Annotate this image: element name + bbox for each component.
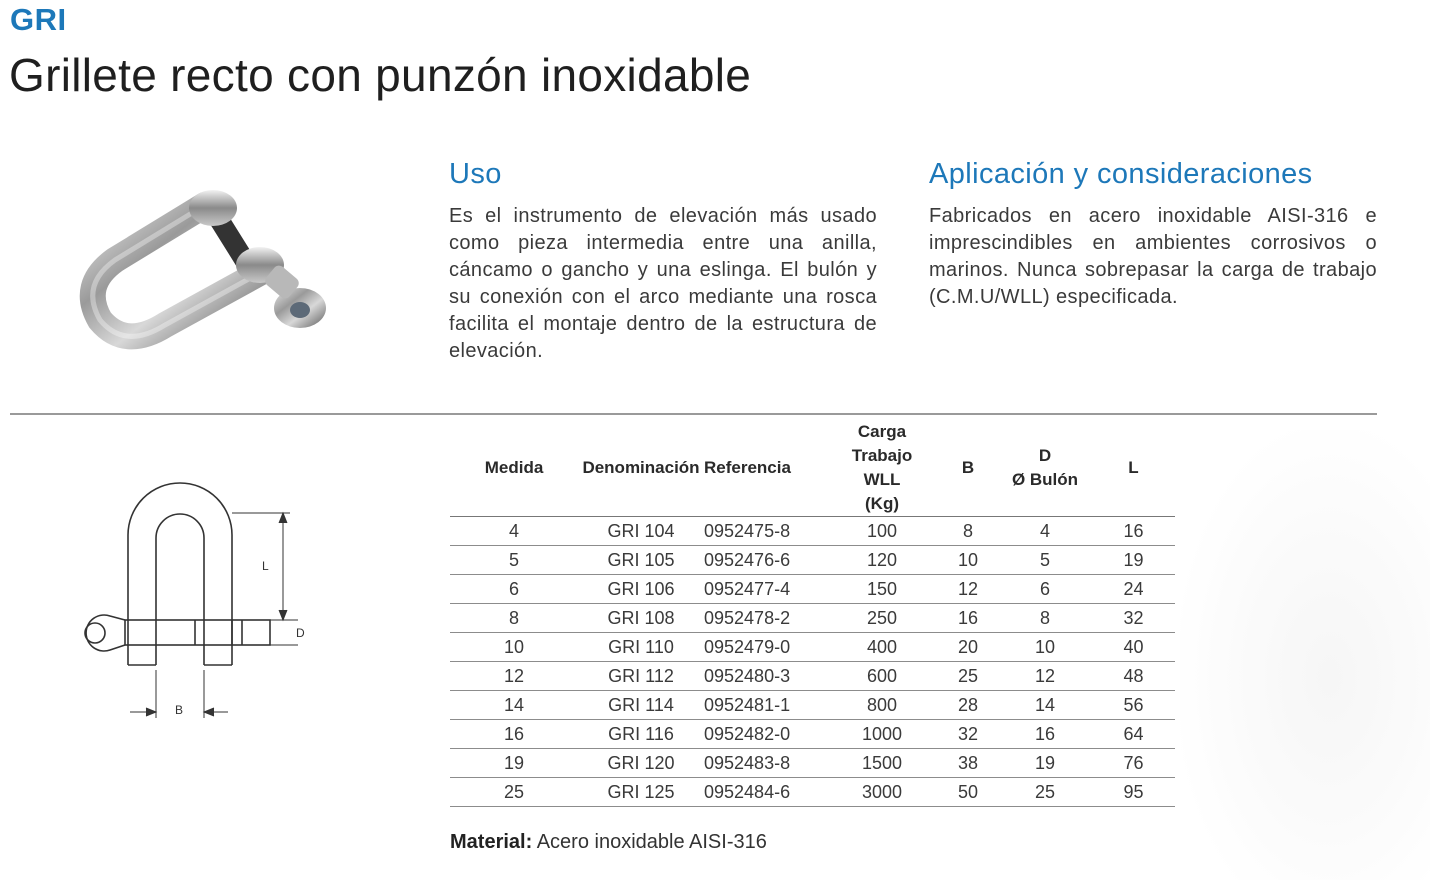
table-row [450, 662, 1175, 691]
table-row [450, 720, 1175, 749]
cell-l: 56 [1092, 691, 1175, 720]
specs-table-container [450, 420, 1175, 807]
cell-carga: 100 [826, 517, 938, 546]
header-d-line: D [1038, 446, 1052, 465]
cell-carga: 1500 [826, 749, 938, 778]
cell-l: 32 [1092, 604, 1175, 633]
header-carga [826, 420, 938, 517]
cell-d: 6 [998, 575, 1092, 604]
header-medida: Medida [450, 420, 578, 517]
cell-medida: 19 [450, 749, 578, 778]
table-row [450, 604, 1175, 633]
cell-denominacion: GRI 112 [578, 662, 704, 691]
cell-medida: 4 [450, 517, 578, 546]
cell-referencia: 0952479-0 [704, 633, 826, 662]
cell-l: 64 [1092, 720, 1175, 749]
cell-carga: 150 [826, 575, 938, 604]
dimension-l-label: L [262, 559, 269, 573]
cell-l: 40 [1092, 633, 1175, 662]
cell-referencia: 0952482-0 [704, 720, 826, 749]
header-l: L [1092, 420, 1175, 517]
cell-denominacion: GRI 110 [578, 633, 704, 662]
cell-d: 16 [998, 720, 1092, 749]
cell-referencia: 0952478-2 [704, 604, 826, 633]
shackle-photo [55, 150, 355, 390]
cell-referencia: 0952484-6 [704, 778, 826, 807]
cell-b: 32 [938, 720, 998, 749]
cell-b: 20 [938, 633, 998, 662]
header-carga-line: Carga [857, 422, 907, 441]
table-row [450, 749, 1175, 778]
cell-d: 14 [998, 691, 1092, 720]
shackle-technical-drawing [70, 480, 340, 725]
cell-l: 16 [1092, 517, 1175, 546]
uso-text: Es el instrumento de elevación más usado como pieza intermedia entre una anilla, cáncamo o gancho y una eslinga. El bulón y su conexión con el arco mediante una rosca facilita el montaje dentro de la estructura de elevación. [449, 205, 877, 362]
cell-referencia: 0952480-3 [704, 662, 826, 691]
page-title: Grillete recto con punzón inoxidable [9, 49, 752, 101]
cell-denominacion: GRI 114 [578, 691, 704, 720]
cell-referencia: 0952483-8 [704, 749, 826, 778]
cell-referencia: 0952481-1 [704, 691, 826, 720]
cell-carga: 600 [826, 662, 938, 691]
cell-b: 38 [938, 749, 998, 778]
table-header-row [450, 420, 1175, 517]
cell-l: 24 [1092, 575, 1175, 604]
cell-d: 12 [998, 662, 1092, 691]
cell-carga: 120 [826, 546, 938, 575]
section-divider [10, 413, 1377, 415]
cell-carga: 3000 [826, 778, 938, 807]
header-carga-line: (Kg) [865, 494, 899, 513]
cell-medida: 14 [450, 691, 578, 720]
cell-carga: 800 [826, 691, 938, 720]
dimension-d-label: D [296, 626, 305, 640]
header-d [998, 420, 1092, 517]
cell-b: 8 [938, 517, 998, 546]
material-value: Acero inoxidable AISI-316 [536, 831, 767, 853]
cell-referencia: 0952477-4 [704, 575, 826, 604]
cell-denominacion: GRI 105 [578, 546, 704, 575]
table-row [450, 546, 1175, 575]
cell-b: 25 [938, 662, 998, 691]
product-code: GRI [10, 2, 67, 37]
cell-medida: 5 [450, 546, 578, 575]
background-fade [1180, 430, 1430, 880]
table-row [450, 575, 1175, 604]
cell-denominacion: GRI 125 [578, 778, 704, 807]
cell-d: 8 [998, 604, 1092, 633]
header-denominacion: Denominación [578, 420, 704, 517]
cell-carga: 400 [826, 633, 938, 662]
cell-l: 48 [1092, 662, 1175, 691]
cell-medida: 10 [450, 633, 578, 662]
cell-denominacion: GRI 116 [578, 720, 704, 749]
cell-b: 12 [938, 575, 998, 604]
cell-l: 76 [1092, 749, 1175, 778]
uso-heading: Uso [449, 158, 502, 190]
cell-d: 10 [998, 633, 1092, 662]
cell-b: 50 [938, 778, 998, 807]
aplicacion-heading: Aplicación y consideraciones [929, 158, 1313, 190]
cell-denominacion: GRI 106 [578, 575, 704, 604]
header-carga-line: WLL [863, 470, 901, 489]
cell-medida: 8 [450, 604, 578, 633]
cell-referencia: 0952476-6 [704, 546, 826, 575]
cell-denominacion: GRI 120 [578, 749, 704, 778]
aplicacion-text: Fabricados en acero inoxidable AISI-316 e imprescindibles en ambientes corrosivos o marinos. Nunca sobrepasar la carga de trabajo (C.M.U/WLL) especificada. [929, 205, 1377, 308]
table-row [450, 778, 1175, 807]
table-row [450, 633, 1175, 662]
cell-carga: 250 [826, 604, 938, 633]
material-note [450, 831, 767, 854]
dimension-b-label: B [175, 703, 184, 717]
cell-d: 5 [998, 546, 1092, 575]
cell-d: 4 [998, 517, 1092, 546]
cell-d: 19 [998, 749, 1092, 778]
header-d-line: Ø Bulón [1011, 470, 1079, 489]
header-b: B [938, 420, 998, 517]
cell-medida: 25 [450, 778, 578, 807]
cell-b: 10 [938, 546, 998, 575]
cell-medida: 12 [450, 662, 578, 691]
header-referencia: Referencia [704, 420, 826, 517]
cell-carga: 1000 [826, 720, 938, 749]
cell-d: 25 [998, 778, 1092, 807]
cell-medida: 6 [450, 575, 578, 604]
specs-table [450, 420, 1175, 807]
cell-l: 95 [1092, 778, 1175, 807]
cell-referencia: 0952475-8 [704, 517, 826, 546]
cell-l: 19 [1092, 546, 1175, 575]
table-row [450, 691, 1175, 720]
material-label: Material: [450, 831, 533, 853]
cell-medida: 16 [450, 720, 578, 749]
table-row [450, 517, 1175, 546]
cell-b: 16 [938, 604, 998, 633]
header-carga-line: Trabajo [851, 446, 913, 465]
cell-denominacion: GRI 108 [578, 604, 704, 633]
cell-b: 28 [938, 691, 998, 720]
cell-denominacion: GRI 104 [578, 517, 704, 546]
